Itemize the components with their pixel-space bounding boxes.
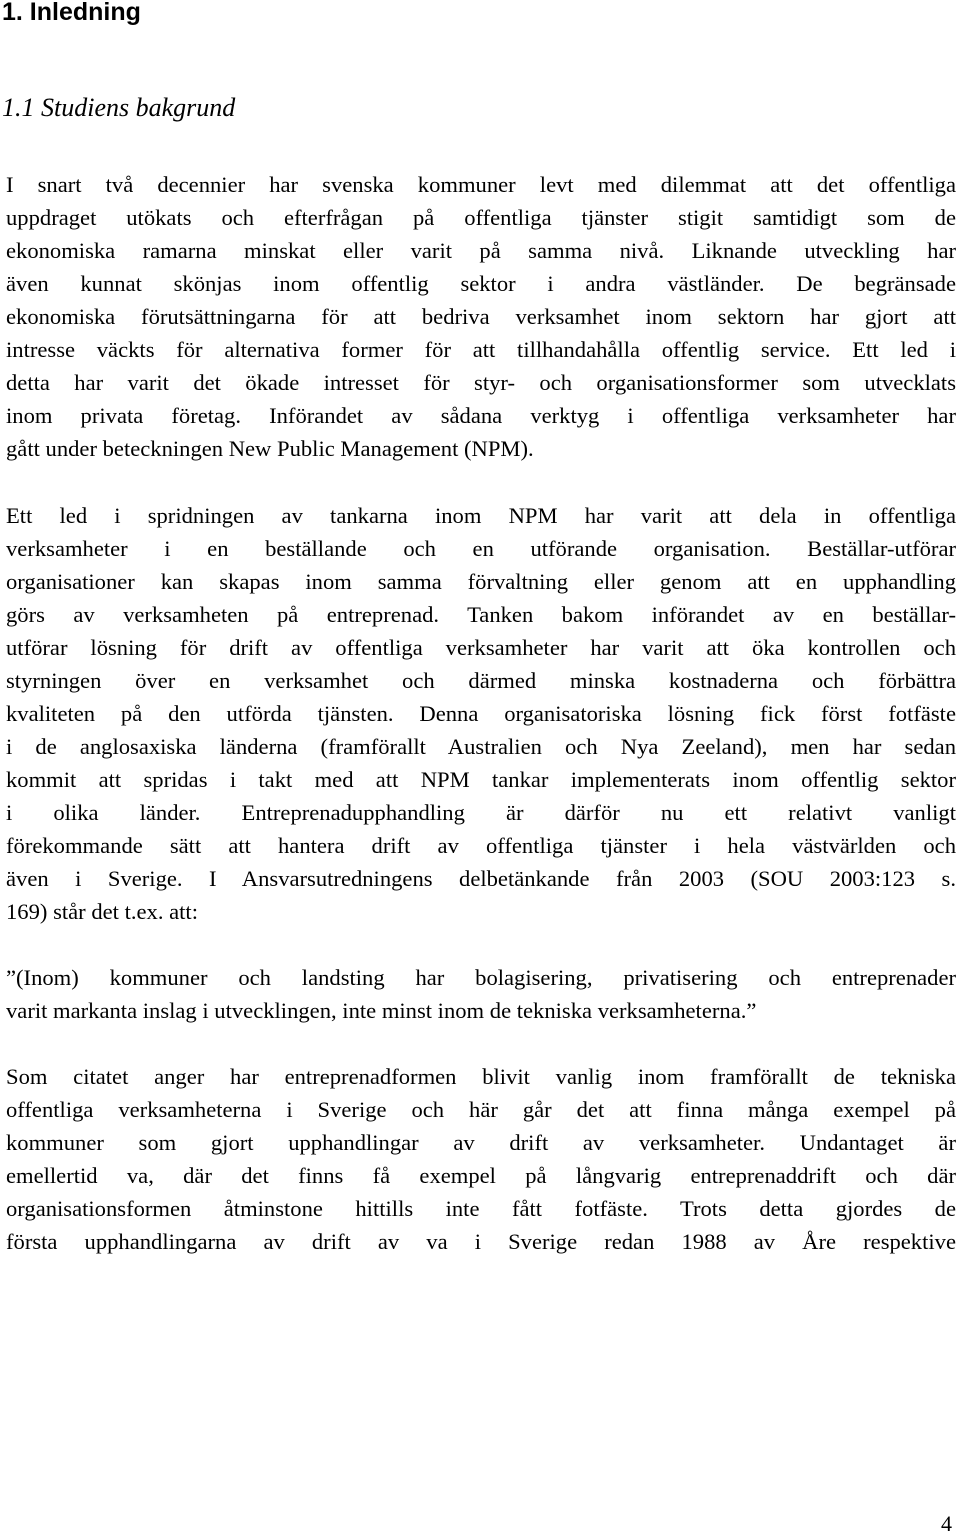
paragraph-va: [6, 1060, 956, 1258]
paragraph-npm: [6, 499, 956, 928]
text-line: gått under beteckningen New Public Management (NPM).: [6, 436, 534, 461]
text-line: i de anglosaxiska länderna (framförallt Australien och Nya Zeeland), men har sedan: [6, 734, 956, 759]
text-line: styrningen över en verksamhet och därmed minska kostnaderna och förbättra: [6, 668, 956, 693]
text-line: 169) står det t.ex. att:: [6, 899, 198, 924]
text-line: görs av verksamheten på entreprenad. Tanken bakom införandet av en beställar-: [6, 602, 956, 627]
text-line: uppdraget utökats och efterfrågan på offentliga tjänster stigit samtidigt som de: [6, 205, 956, 230]
text-line: organisationer kan skapas inom samma förvaltning eller genom att en upphandling: [6, 569, 956, 594]
page-number: 4: [941, 1511, 952, 1536]
text-line: utförar lösning för drift av offentliga verksamheter har varit att öka kontrollen och: [6, 635, 956, 660]
text-line: i olika länder. Entreprenadupphandling är därför nu ett relativt vanligt: [6, 800, 956, 825]
text-line: verksamheter i en beställande och en utförande organisation. Beställar-utförar: [6, 536, 956, 561]
text-line: även i Sverige. I Ansvarsutredningens delbetänkande från 2003 (SOU 2003:123 s.: [6, 866, 956, 891]
text-line: varit markanta inslag i utvecklingen, inte minst inom de tekniska verksamheterna.”: [6, 998, 757, 1023]
block-quote: [6, 961, 956, 1027]
text-line: kvaliteten på den utförda tjänsten. Denna organisatoriska lösning fick först fotfäste: [6, 701, 956, 726]
section-heading: 1.1 Studiens bakgrund: [2, 93, 236, 122]
text-line: kommit att spridas i takt med att NPM tankar implementerats inom offentlig sektor: [6, 767, 956, 792]
text-line: förekommande sätt att hantera drift av offentliga tjänster i hela västvärlden och: [6, 833, 956, 858]
paragraph-background: [6, 168, 956, 465]
chapter-heading: 1. Inledning: [2, 0, 141, 26]
text-line: inom privata företag. Införandet av sådana verktyg i offentliga verksamheter har: [6, 403, 956, 428]
text-line: första upphandlingarna av drift av va i Sverige redan 1988 av Åre respektive: [6, 1229, 956, 1254]
text-line: I snart två decennier har svenska kommuner levt med dilemmat att det offentliga: [6, 172, 956, 197]
text-line: intresse väckts för alternativa former för att tillhandahålla offentlig service. Ett led i: [6, 337, 956, 362]
text-line: detta har varit det ökade intresset för styr- och organisationsformer som utvecklats: [6, 370, 956, 395]
text-line: offentliga verksamheterna i Sverige och här går det att finna många exempel på: [6, 1097, 956, 1122]
text-line: ekonomiska förutsättningarna för att bedriva verksamhet inom sektorn har gjort att: [6, 304, 956, 329]
text-line: ”(Inom) kommuner och landsting har bolagisering, privatisering och entreprenader: [6, 965, 956, 990]
text-line: även kunnat skönjas inom offentlig sektor i andra västländer. De begränsade: [6, 271, 956, 296]
text-line: organisationsformen åtminstone hittills inte fått fotfäste. Trots detta gjordes de: [6, 1196, 956, 1221]
text-line: kommuner som gjort upphandlingar av drift av verksamheter. Undantaget är: [6, 1130, 956, 1155]
text-line: Ett led i spridningen av tankarna inom NPM har varit att dela in offentliga: [6, 503, 956, 528]
text-line: ekonomiska ramarna minskat eller varit på samma nivå. Liknande utveckling har: [6, 238, 956, 263]
text-line: Som citatet anger har entreprenadformen blivit vanlig inom framförallt de tekniska: [6, 1064, 956, 1089]
text-line: emellertid va, där det finns få exempel på långvarig entreprenaddrift och där: [6, 1163, 956, 1188]
